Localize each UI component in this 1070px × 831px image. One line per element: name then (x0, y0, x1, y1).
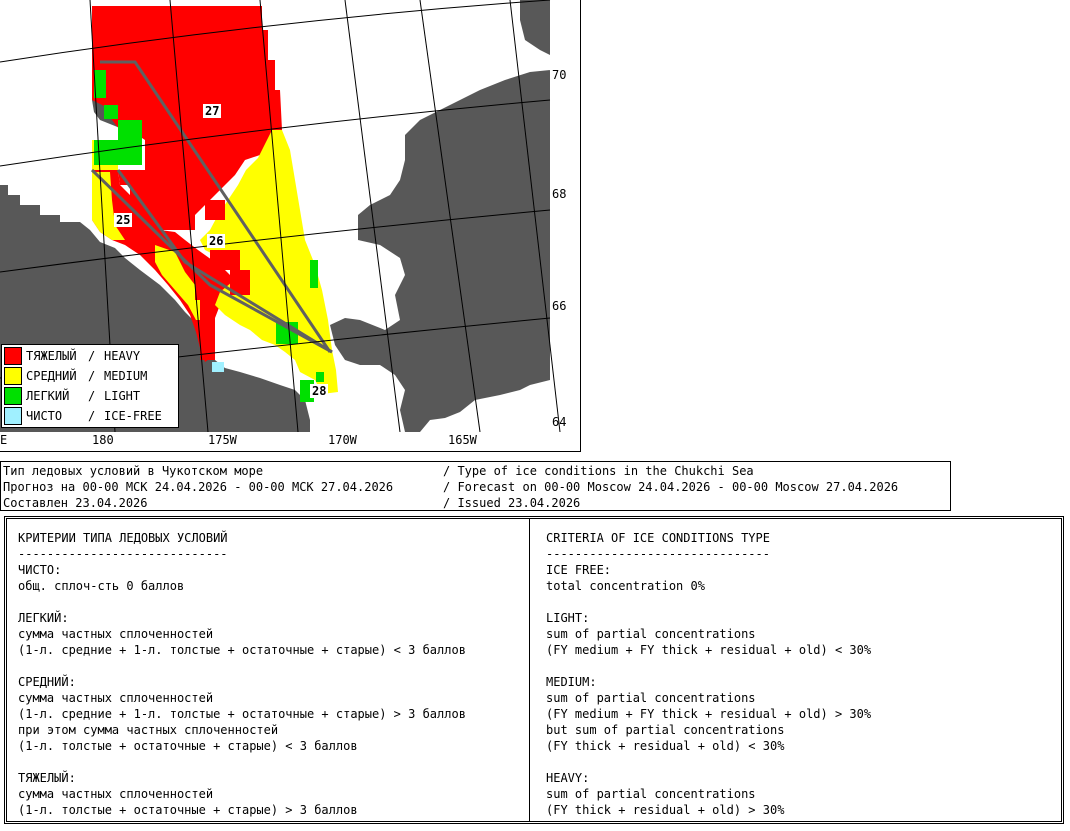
legend-swatch-light (4, 387, 22, 405)
lon-label-175w: 175W (208, 433, 237, 447)
legend-slash: / (88, 349, 96, 363)
lat-label-66: 66 (552, 299, 567, 313)
legend-item-heavy (4, 346, 141, 366)
legend-swatch-ice-free (4, 407, 22, 425)
lon-label-e: E (0, 433, 8, 447)
ice-free-patch (212, 362, 224, 372)
legend-label-en: MEDIUM (104, 369, 148, 383)
legend-label-ru: ТЯЖЕЛЫЙ (26, 349, 77, 363)
header-issued-en: / Issued 23.04.2026 (443, 496, 581, 510)
region-label-28: 28 (312, 384, 327, 398)
legend-label-en: LIGHT (104, 389, 141, 403)
legend-label-ru: ЛЕГКИЙ (26, 389, 70, 403)
header-forecast-ru: Прогноз на 00-00 МСК 24.04.2026 - 00-00 МСК 27.04.2026 (3, 480, 394, 494)
criteria-divider (529, 519, 530, 821)
map-legend (1, 344, 179, 428)
legend-swatch-heavy (4, 347, 22, 365)
legend-label-en: ICE-FREE (104, 409, 162, 423)
legend-slash: / (88, 369, 96, 383)
criteria-en: CRITERIA OF ICE CONDITIONS TYPE ------------------------------- ICE FREE: total concentration 0% LIGHT: sum of partial concentrations (FY medium + FY thick + residual + old) < 30% MEDIUM: sum of partial concentrations (FY medium + FY thick + residual + old) > 30% but sum of partial concentrations (FY thick + residual + old) < 30% HEAVY: sum of partial concentrations (FY thick + residual + old) > 30% (546, 531, 872, 817)
criteria-ru: КРИТЕРИИ ТИПА ЛЕДОВЫХ УСЛОВИЙ ----------------------------- ЧИСТО: общ. сплоч-сть 0 баллов ЛЕГКИЙ: сумма частных сплоченностей (1-л. средние + 1-л. толстые + остаточные + старые) < 3 баллов СРЕДНИЙ: сумма частных сплоченностей (1-л. средние + 1-л. толстые + остаточные + старые) > 3 баллов при этом сумма частных сплоченностей (1-л. толстые + остаточные + старые) < 3 баллов ТЯЖЕЛЫЙ: сумма частных сплоченностей (1-л. толстые + остаточные + старые) > 3 баллов (18, 531, 466, 817)
lat-label-64: 64 (552, 415, 567, 429)
region-label-25: 25 (116, 213, 131, 227)
forecast-header (0, 461, 951, 511)
lon-label-170w: 170W (328, 433, 357, 447)
header-issued-ru: Составлен 23.04.2026 (3, 496, 148, 510)
legend-slash: / (88, 409, 96, 423)
header-title-en: / Type of ice conditions in the Chukchi Sea (443, 464, 754, 478)
criteria-panel (4, 516, 1064, 824)
legend-label-ru: СРЕДНИЙ (26, 369, 77, 383)
legend-slash: / (88, 389, 96, 403)
legend-item-light (4, 386, 141, 406)
legend-label-ru: ЧИСТО (26, 409, 63, 423)
legend-item-medium (4, 366, 148, 386)
legend-label-en: HEAVY (104, 349, 141, 363)
region-label-26: 26 (209, 234, 224, 248)
legend-swatch-medium (4, 367, 22, 385)
region-label-27: 27 (205, 104, 220, 118)
lon-label-165w: 165W (448, 433, 477, 447)
header-forecast-en: / Forecast on 00-00 Moscow 24.04.2026 - 00-00 Moscow 27.04.2026 (443, 480, 899, 494)
lat-label-70: 70 (552, 68, 567, 82)
legend-item-ice-free (4, 406, 162, 426)
lat-label-68: 68 (552, 187, 567, 201)
lon-label-180: 180 (92, 433, 114, 447)
header-title-ru: Тип ледовых условий в Чукотском море (3, 464, 264, 478)
